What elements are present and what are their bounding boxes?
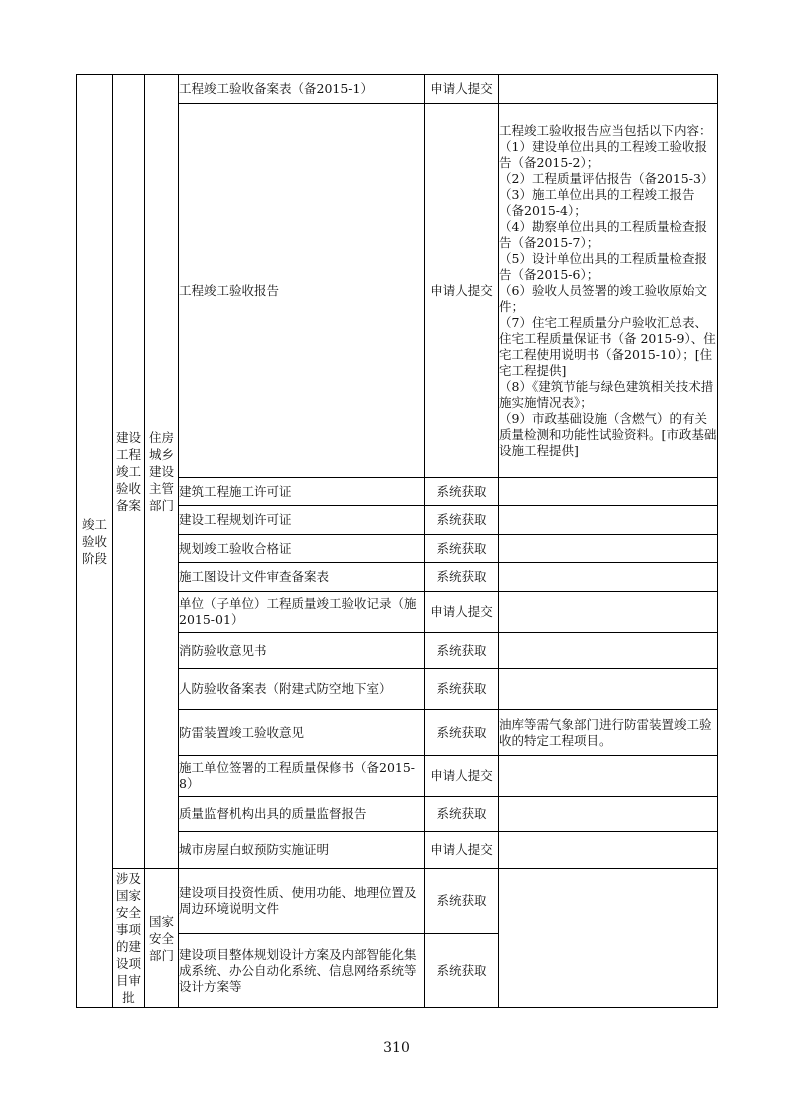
- note-line: （1）建设单位出具的工程竣工验收报告（备2015-2）；: [499, 138, 707, 170]
- material-cell: 建设项目整体规划设计方案及内部智能化集成系统、办公自动化系统、信息网络系统等设计方案等: [179, 934, 425, 1008]
- note-cell: [499, 797, 718, 832]
- method-cell: 申请人提交: [425, 104, 499, 478]
- method-cell: 申请人提交: [425, 756, 499, 797]
- stage-cell: 竣工验收阶段: [77, 75, 113, 1008]
- requirements-table: [76, 74, 718, 1008]
- material-cell: 单位（子单位）工程质量竣工验收记录（施2015-01）: [179, 592, 425, 633]
- material-cell: 建设工程规划许可证: [179, 506, 425, 535]
- material-cell: 规划竣工验收合格证: [179, 535, 425, 563]
- note-cell: [499, 506, 718, 535]
- note-cell: [499, 104, 718, 478]
- method-cell: 系统获取: [425, 869, 499, 934]
- method-cell: 系统获取: [425, 506, 499, 535]
- note-line: （5）设计单位出具的工程质量检查报告（备2015-6）；: [499, 250, 707, 282]
- material-cell: 防雷装置竣工验收意见: [179, 710, 425, 756]
- note-line: （3）施工单位出具的工程竣工报告（备2015-4）；: [499, 186, 695, 218]
- category-cell: 建设工程竣工验收备案: [113, 75, 145, 869]
- method-cell: 系统获取: [425, 478, 499, 506]
- material-cell: 人防验收备案表（附建式防空地下室）: [179, 669, 425, 710]
- note-line: （9）市政基础设施（含燃气）的有关质量检测和功能性试验资料。[市政基础设施工程提供]: [499, 410, 717, 458]
- note-cell: [499, 535, 718, 563]
- department-cell: 住房城乡建设主管部门: [145, 75, 179, 869]
- category-cell: 涉及国家安全事项的建设项目审批: [113, 869, 145, 1008]
- note-line: （4）勘察单位出具的工程质量检查报告（备2015-7）；: [499, 218, 707, 250]
- note-line: （7）住宅工程质量分户验收汇总表、住宅工程质量保证书（备 2015-9）、住宅工程使用说明书（备2015-10）；[住宅工程提供]: [499, 314, 716, 378]
- table-row: [77, 75, 718, 104]
- note-cell: [499, 75, 718, 104]
- note-line: （8）《建筑节能与绿色建筑相关技术措施实施情况表》；: [499, 378, 714, 410]
- method-cell: 系统获取: [425, 934, 499, 1008]
- note-cell: [499, 633, 718, 669]
- table-row: [77, 869, 718, 934]
- note-cell: [499, 478, 718, 506]
- method-cell: 系统获取: [425, 797, 499, 832]
- method-cell: 系统获取: [425, 563, 499, 592]
- method-cell: 申请人提交: [425, 592, 499, 633]
- method-cell: 系统获取: [425, 535, 499, 563]
- material-cell: 工程竣工验收备案表（备2015-1）: [179, 75, 425, 104]
- note-cell: [499, 756, 718, 797]
- material-cell: 消防验收意见书: [179, 633, 425, 669]
- material-cell: 建筑工程施工许可证: [179, 478, 425, 506]
- page-number: 310: [383, 1040, 410, 1056]
- method-cell: 申请人提交: [425, 75, 499, 104]
- material-cell: 施工单位签署的工程质量保修书（备2015-8）: [179, 756, 425, 797]
- note-cell: [499, 832, 718, 869]
- note-cell: [499, 869, 718, 1008]
- material-cell: 质量监督机构出具的质量监督报告: [179, 797, 425, 832]
- note-line: （6）验收人员签署的竣工验收原始文件；: [499, 282, 707, 314]
- note-cell: 油库等需气象部门进行防雷装置竣工验收的特定工程项目。: [499, 710, 718, 756]
- department-cell: 国家安全部门: [145, 869, 179, 1008]
- method-cell: 申请人提交: [425, 832, 499, 869]
- material-cell: 城市房屋白蚁预防实施证明: [179, 832, 425, 869]
- note-line: 工程竣工验收报告应当包括以下内容：: [499, 122, 712, 138]
- method-cell: 系统获取: [425, 669, 499, 710]
- material-cell: 施工图设计文件审查备案表: [179, 563, 425, 592]
- note-cell: [499, 592, 718, 633]
- note-cell: [499, 669, 718, 710]
- method-cell: 系统获取: [425, 710, 499, 756]
- note-line: （2）工程质量评估报告（备2015-3）: [499, 170, 714, 186]
- material-cell: 工程竣工验收报告: [179, 104, 425, 478]
- material-cell: 建设项目投资性质、使用功能、地理位置及周边环境说明文件: [179, 869, 425, 934]
- method-cell: 系统获取: [425, 633, 499, 669]
- note-cell: [499, 563, 718, 592]
